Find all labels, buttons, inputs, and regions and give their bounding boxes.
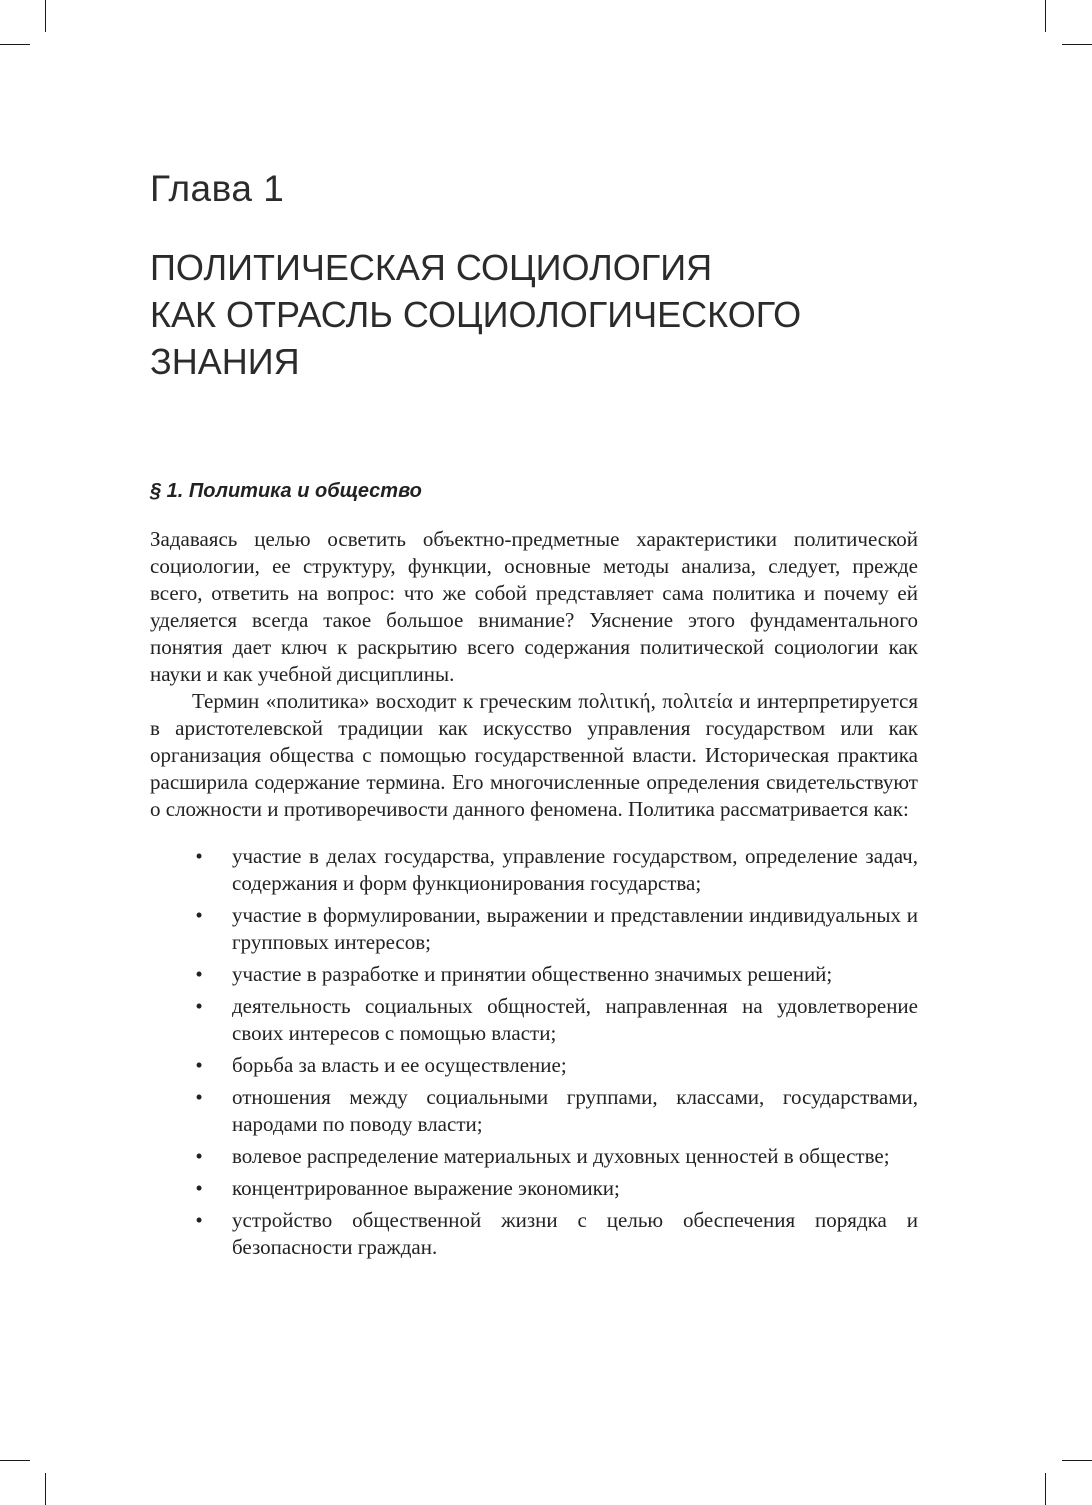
section-body bbox=[150, 526, 918, 1266]
list-item-text: деятельность социальных общностей, направленная на удовлетворение своих интересов с помощью власти; bbox=[232, 994, 918, 1045]
list-item-text: участие в формулировании, выражении и представлении индивидуальных и групповых интересов; bbox=[232, 903, 918, 954]
bullet-marker: • bbox=[195, 962, 203, 986]
list-item bbox=[150, 1084, 918, 1138]
bullet-marker: • bbox=[195, 1208, 203, 1232]
bullet-marker: • bbox=[195, 1144, 203, 1168]
paragraph: Термин «политика» восходит к греческим πολιτική, πολιτεία и интерпретируется в аристотелевской традиции как искусство управления государством или как организация общества с помощью государственной власти. Историческая практика расширила содержание термина. Его многочисленные определения свидетельствуют о сложности и противоречивости данного феномена. Политика рассматривается как: bbox=[150, 689, 918, 821]
list-item-text: участие в разработке и принятии общественно значимых решений; bbox=[232, 962, 833, 986]
list-item bbox=[150, 961, 918, 988]
list-item-text: волевое распределение материальных и духовных ценностей в обществе; bbox=[232, 1144, 890, 1168]
bullet-marker: • bbox=[195, 844, 203, 868]
crop-mark-bottom-right-vertical bbox=[1045, 1473, 1046, 1505]
bullet-marker: • bbox=[195, 903, 203, 927]
list-item-text: устройство общественной жизни с целью обеспечения порядка и безопасности граждан. bbox=[232, 1208, 918, 1259]
crop-mark-bottom-right-horizontal bbox=[1062, 1460, 1092, 1461]
list-item-text: концентрированное выражение экономики; bbox=[232, 1176, 620, 1200]
bullet-list bbox=[150, 843, 918, 1261]
list-item bbox=[150, 902, 918, 956]
bullet-marker: • bbox=[195, 994, 203, 1018]
list-item-text: отношения между социальными группами, классами, государствами, народами по поводу власти; bbox=[232, 1085, 918, 1136]
bullet-marker: • bbox=[195, 1053, 203, 1077]
chapter-title-line: ПОЛИТИЧЕСКАЯ СОЦИОЛОГИЯ bbox=[150, 247, 713, 288]
chapter-title-line: ЗНАНИЯ bbox=[150, 341, 300, 382]
bullet-marker: • bbox=[195, 1085, 203, 1109]
crop-mark-top-left-horizontal bbox=[0, 44, 30, 45]
bullet-marker: • bbox=[195, 1176, 203, 1200]
list-item bbox=[150, 1052, 918, 1079]
paragraph: Задаваясь целью осветить объектно-предметные характеристики политической социологии, ее структуру, функции, основные методы анализа, следует, прежде всего, ответить на вопрос: что же собой представляет сама политика и почему ей уделяется всегда такое большое внимание? Уяснение этого фундаментального понятия дает ключ к раскрытию всего содержания политической социологии как науки и как учебной дисциплины. bbox=[150, 527, 918, 686]
list-item bbox=[150, 1175, 918, 1202]
list-item bbox=[150, 993, 918, 1047]
crop-mark-top-right-vertical bbox=[1045, 0, 1046, 32]
list-item-text: борьба за власть и ее осуществление; bbox=[232, 1053, 567, 1077]
crop-mark-top-right-horizontal bbox=[1062, 44, 1092, 45]
list-item bbox=[150, 1207, 918, 1261]
chapter-label: Глава 1 bbox=[150, 168, 285, 209]
list-item bbox=[150, 843, 918, 897]
crop-mark-bottom-left-vertical bbox=[45, 1473, 46, 1505]
section-heading: § 1. Политика и общество bbox=[150, 480, 422, 502]
list-item bbox=[150, 1143, 918, 1170]
list-item-text: участие в делах государства, управление государством, определение задач, содержания и форм функционирования государства; bbox=[232, 844, 918, 895]
crop-mark-top-left-vertical bbox=[45, 0, 46, 32]
chapter-title-line: КАК ОТРАСЛЬ СОЦИОЛОГИЧЕСКОГО bbox=[150, 294, 802, 335]
crop-mark-bottom-left-horizontal bbox=[0, 1460, 30, 1461]
chapter-title bbox=[150, 244, 918, 385]
